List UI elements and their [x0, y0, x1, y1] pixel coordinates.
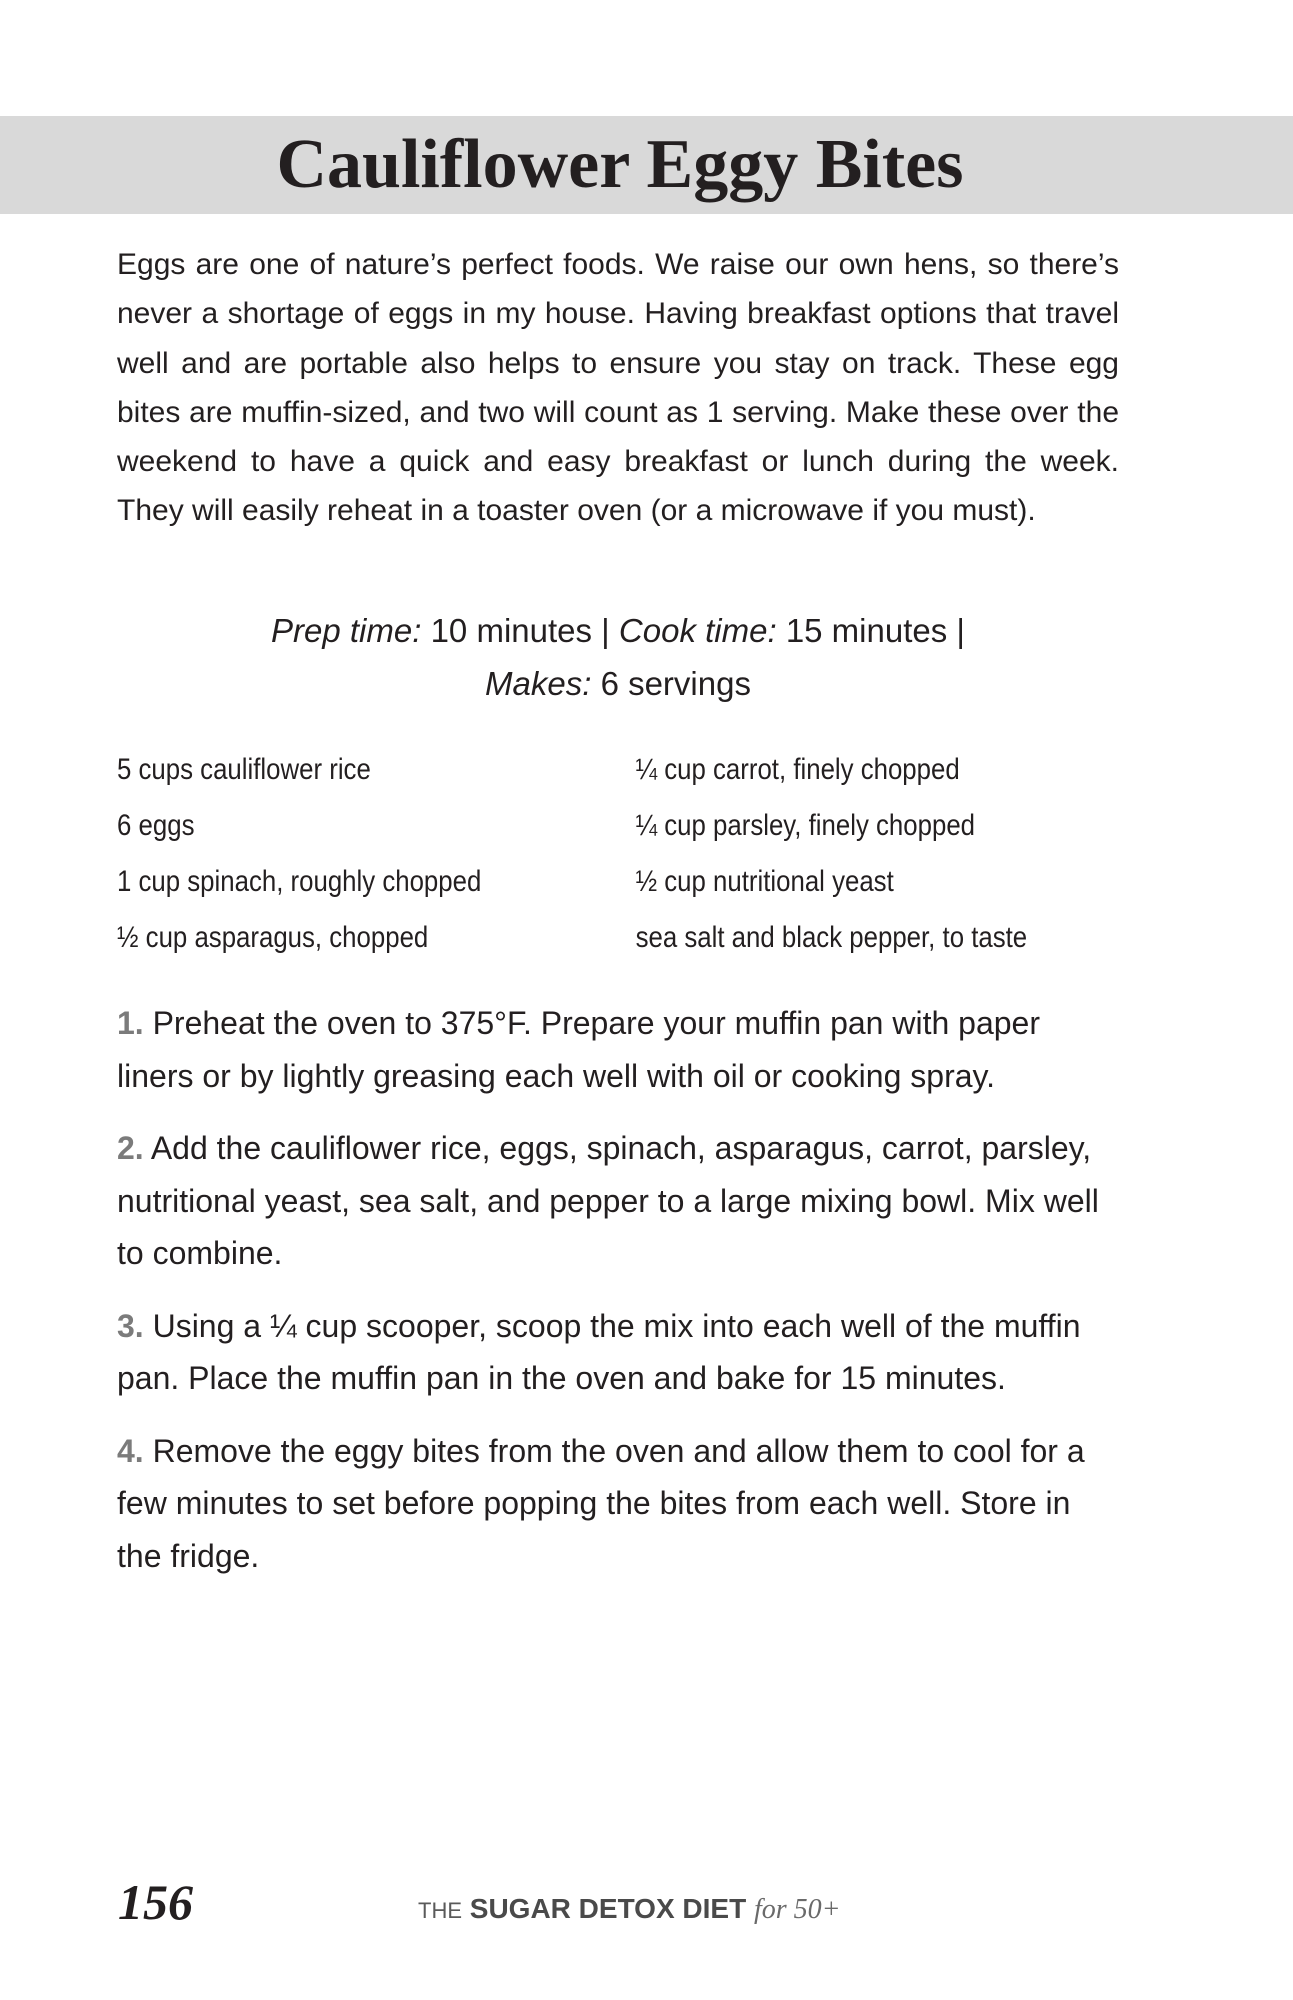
- ingredient-item: ½ cup nutritional yeast: [635, 865, 894, 898]
- step-text: Remove the eggy bites from the oven and allow them to cool for a few minutes to set before popping the bites from each well. Store in the fridge.: [117, 1432, 1085, 1574]
- footer-book-title: SUGAR DETOX DIET: [469, 1893, 747, 1924]
- prep-time-label: Prep time:: [271, 612, 422, 649]
- recipe-meta: [117, 604, 1119, 710]
- instruction-step: [117, 997, 1119, 1102]
- recipe-title: Cauliflower Eggy Bites: [276, 126, 964, 203]
- instruction-step: [117, 1122, 1119, 1280]
- ingredient-item: 1 cup spinach, roughly chopped: [117, 865, 482, 898]
- step-number: 1.: [117, 1005, 144, 1041]
- step-text: Using a ¼ cup scooper, scoop the mix into each well of the muffin pan. Place the muffin pan in the oven and bake for 15 minutes.: [117, 1307, 1081, 1396]
- footer-book-suffix: for 50+: [753, 1894, 841, 1925]
- ingredient-item: 6 eggs: [117, 809, 195, 842]
- makes-label: Makes:: [485, 665, 592, 702]
- instruction-steps: [117, 997, 1119, 1602]
- meta-line-servings: [117, 657, 1119, 710]
- recipe-intro: Eggs are one of nature’s perfect foods. We raise our own hens, so there’s never a shortage of eggs in my house. Having breakfast options that travel well and are portable also helps to ensure you stay on track. These egg bites are muffin-sized, and two will count as 1 serving. Make these over the weekend to have a quick and easy breakfast or lunch during the week. They will easily reheat in a toaster oven (or a microwave if you must).: [117, 248, 1119, 528]
- ingredient-item: ¼ cup parsley, finely chopped: [635, 809, 976, 842]
- ingredient-item: sea salt and black pepper, to taste: [635, 921, 1028, 954]
- cook-time-label: Cook time:: [618, 612, 777, 649]
- meta-line-times: [117, 604, 1119, 657]
- instruction-step: [117, 1425, 1119, 1583]
- step-text: Add the cauliflower rice, eggs, spinach, asparagus, carrot, parsley, nutritional yeast, sea salt, and pepper to a large mixing bowl. Mix well to combine.: [117, 1130, 1099, 1271]
- page-number: 156: [118, 1874, 193, 1930]
- ingredient-column-left: [117, 742, 599, 966]
- ingredient-column-right: [636, 742, 1118, 966]
- makes-value: 6 servings: [600, 665, 751, 702]
- step-number: 2.: [117, 1130, 144, 1166]
- running-footer: [418, 1889, 841, 1931]
- ingredient-item: ¼ cup carrot, finely chopped: [635, 753, 960, 786]
- step-number: 3.: [117, 1307, 144, 1344]
- prep-time-value: 10 minutes |: [430, 612, 610, 649]
- cook-time-value: 15 minutes |: [785, 612, 965, 649]
- instruction-step: [117, 1300, 1119, 1405]
- ingredient-item: ½ cup asparagus, chopped: [117, 921, 429, 954]
- step-number: 4.: [117, 1432, 144, 1469]
- step-text: Preheat the oven to 375°F. Prepare your muffin pan with paper liners or by lightly greasing each well with oil or cooking spray.: [117, 1005, 1040, 1094]
- footer-the: THE: [418, 1898, 462, 1923]
- ingredient-item: 5 cups cauliflower rice: [117, 753, 371, 786]
